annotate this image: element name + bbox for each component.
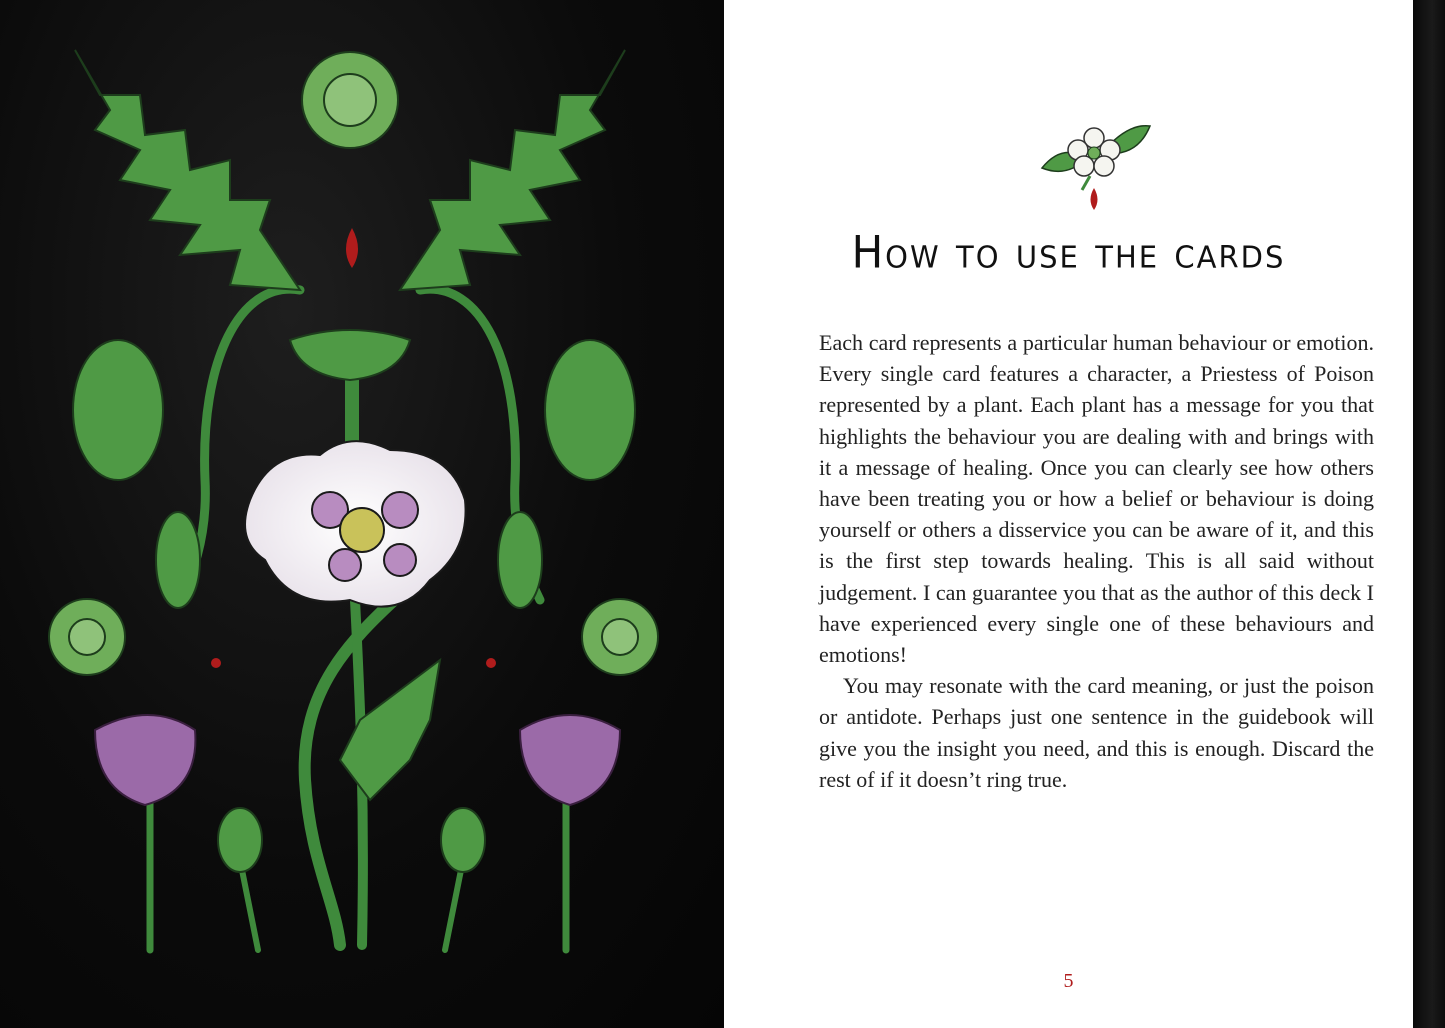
next-page-edge <box>1413 0 1445 1028</box>
text-page <box>724 0 1413 1028</box>
flower-blood-drop-icon <box>1032 118 1152 218</box>
body-text <box>819 327 1374 795</box>
paragraph-1: Each card represents a particular human behaviour or emotion. Every single card features a character, a Priestess of Poison represented by a plant. Each plant has a message for you that highlights the behaviour you are dealing with and brings with it a message of healing. Once you can clearly see how others have been treating you or how a belief or behaviour is doing yourself or others a disservice you can be aware of it, and this is the first step towards healing. This is all said without judgement. I can guarantee you that as the author of this deck I have experienced every single one of these behaviours and emotions! <box>819 330 1374 668</box>
page-title: How to use the cards <box>851 226 1286 279</box>
page-number: 5 <box>1063 970 1074 992</box>
leaf-left <box>75 50 300 290</box>
paragraph-2: You may resonate with the card meaning, or just the poison or antidote. Perhaps just one sentence in the guidebook will give you the insight you need, and this is enough. Discard the rest of if it doesn’t ring true. <box>819 673 1374 792</box>
leaf-right <box>400 50 625 290</box>
